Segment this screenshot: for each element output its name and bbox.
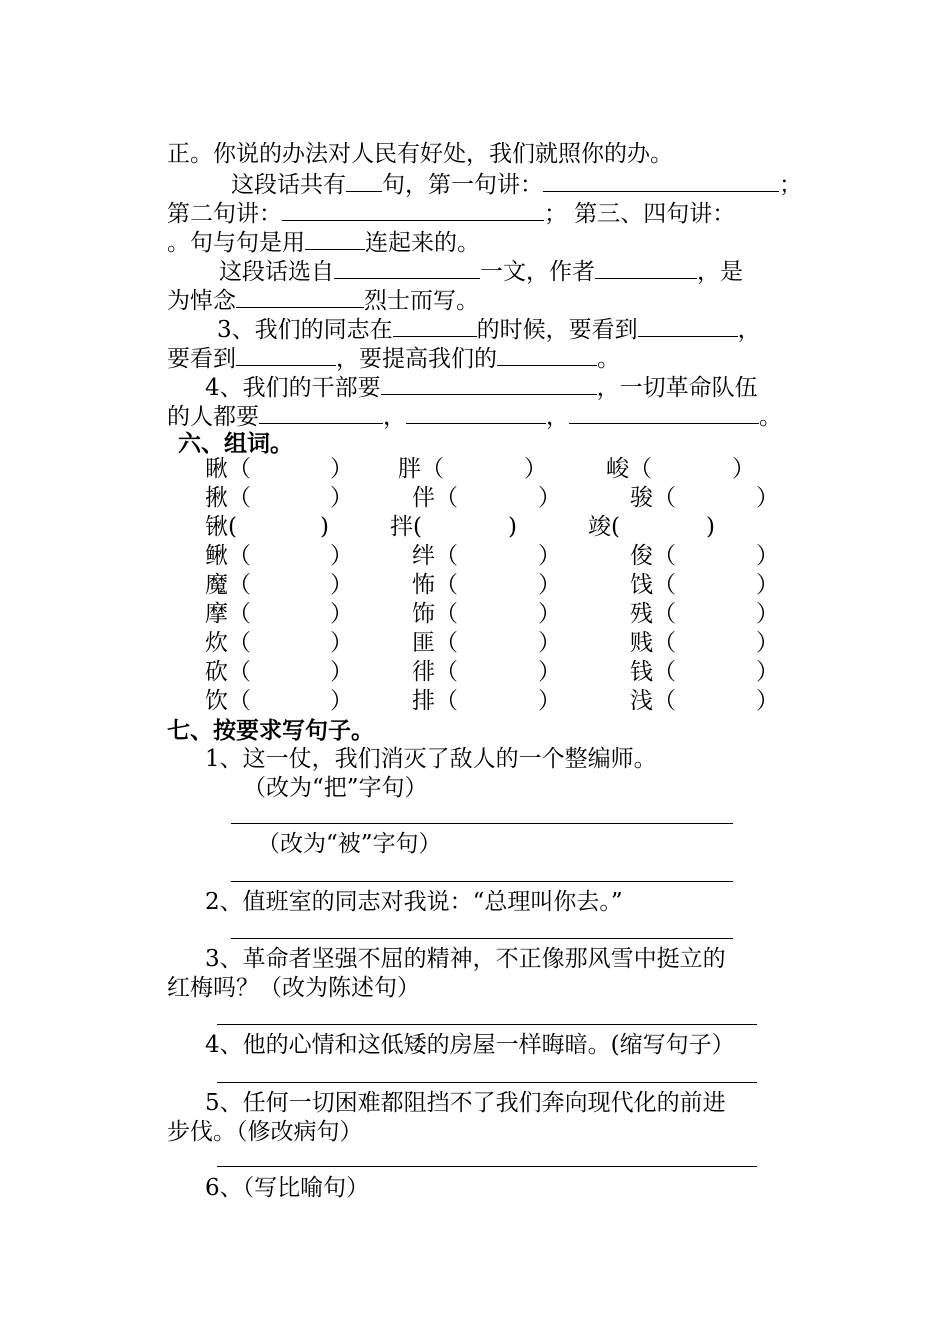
blank-everyone-3[interactable] <box>569 401 759 424</box>
answer-line-3[interactable] <box>217 1024 757 1025</box>
blank-when[interactable] <box>393 314 477 337</box>
word-item-close: ) <box>508 514 517 540</box>
word-input-slot[interactable] <box>249 455 330 484</box>
word-input-slot[interactable] <box>456 542 538 571</box>
blank-source-article[interactable] <box>334 256 480 279</box>
word-item-char: 骏（ <box>630 485 676 511</box>
word-item-char: 揪（ <box>205 485 251 511</box>
word-input-slot[interactable] <box>674 600 756 629</box>
word-input-slot[interactable] <box>674 687 756 716</box>
word-input-slot[interactable] <box>674 658 756 687</box>
sentence-5-line-b: 步伐。（修改病句） <box>167 1119 363 1145</box>
word-item-char: 炊（ <box>205 630 251 656</box>
word-item-char: 浅（ <box>630 688 676 714</box>
sentence-1-instruction-b: （改为“被”字句） <box>257 831 442 857</box>
sentence-6: 6、（写比喻句） <box>205 1175 370 1201</box>
word-input-slot[interactable] <box>456 484 538 513</box>
word-item-close: ） <box>330 688 353 714</box>
word-item-close: ） <box>330 543 353 569</box>
sentence-4: 4、他的心情和这低矮的房屋一样晦暗。(缩写句子） <box>205 1032 735 1058</box>
question-2-line-b: 为悼念 烈士而写。 <box>167 285 479 316</box>
word-item-char: 砍（ <box>205 659 251 685</box>
word-item-close: ） <box>330 601 353 627</box>
word-input-slot[interactable] <box>674 484 756 513</box>
question-2-line-a: 这段话选自 一文，作者 ，是 <box>219 256 743 287</box>
word-item-close: ） <box>756 688 779 714</box>
word-item-char: 伴（ <box>412 485 458 511</box>
word-item-char: 饮（ <box>205 688 251 714</box>
word-item-close: ) <box>706 514 715 540</box>
word-item-close: ） <box>538 485 561 511</box>
blank-cadres[interactable] <box>381 372 597 395</box>
word-input-slot[interactable] <box>674 629 756 658</box>
sentence-2: 2、值班室的同志对我说：“总理叫你去。” <box>205 889 623 915</box>
sentence-5-line-a: 5、任何一切困难都阻挡不了我们奔向现代化的前进 <box>205 1090 726 1116</box>
word-item-close: ） <box>524 456 547 482</box>
word-item-char: 贱（ <box>630 630 676 656</box>
word-item-char: 鳅（ <box>205 543 251 569</box>
sentence-3-line-a: 3、革命者坚强不屈的精神，不正像那风雪中挺立的 <box>205 946 726 972</box>
section-6-title: 六、组词。 <box>178 430 293 457</box>
word-item-close: ） <box>756 659 779 685</box>
question-1-line-b: 第二句讲： ； 第三、四句讲： <box>167 198 735 229</box>
word-item-close: ） <box>538 572 561 598</box>
question-3-line-b: 要看到 ，要提高我们的 。 <box>167 343 620 374</box>
word-item-char: 胖（ <box>398 456 444 482</box>
word-input-slot[interactable] <box>249 571 330 600</box>
word-input-slot[interactable] <box>632 513 706 542</box>
blank-connector[interactable] <box>305 227 365 250</box>
word-input-slot[interactable] <box>456 658 538 687</box>
word-item-close: ） <box>330 456 353 482</box>
word-item-char: 排（ <box>412 688 458 714</box>
word-input-slot[interactable] <box>249 600 330 629</box>
word-item-char: 匪（ <box>412 630 458 656</box>
passage-line: 正。你说的办法对人民有好处，我们就照你的办。 <box>167 141 673 167</box>
word-item-close: ） <box>538 630 561 656</box>
word-input-slot[interactable] <box>674 571 756 600</box>
word-item-close: ） <box>330 572 353 598</box>
word-item-char: 峻（ <box>606 456 652 482</box>
answer-line-2[interactable] <box>231 938 733 939</box>
word-item-char: 残（ <box>630 601 676 627</box>
word-item-char: 饰（ <box>412 601 458 627</box>
word-item-close: ） <box>756 485 779 511</box>
blank-sentence-count[interactable] <box>346 169 382 192</box>
blank-martyr[interactable] <box>236 285 364 308</box>
word-input-slot[interactable] <box>456 629 538 658</box>
answer-line-1b[interactable] <box>231 881 733 882</box>
word-input-slot[interactable] <box>249 542 330 571</box>
blank-see-2[interactable] <box>236 343 336 366</box>
word-item-char: 拌( <box>390 514 422 540</box>
word-item-close: ） <box>756 630 779 656</box>
word-input-slot[interactable] <box>442 455 524 484</box>
question-4-line-b: 的人都要 ， ， 。 <box>167 401 782 432</box>
word-item-close: ） <box>330 630 353 656</box>
answer-line-5[interactable] <box>217 1166 757 1167</box>
word-item-close: ） <box>538 601 561 627</box>
word-input-slot[interactable] <box>456 571 538 600</box>
word-input-slot[interactable] <box>249 658 330 687</box>
blank-author[interactable] <box>595 256 697 279</box>
sentence-3-line-b: 红梅吗？（改为陈述句） <box>167 975 420 1001</box>
blank-everyone-1[interactable] <box>259 401 383 424</box>
word-input-slot[interactable] <box>249 484 330 513</box>
sentence-1: 1、这一仗，我们消灭了敌人的一个整编师。 <box>205 746 657 772</box>
word-input-slot[interactable] <box>249 513 320 542</box>
word-item-close: ） <box>330 659 353 685</box>
blank-see-1[interactable] <box>638 314 738 337</box>
word-item-char: 摩（ <box>205 601 251 627</box>
word-input-slot[interactable] <box>456 600 538 629</box>
word-item-close: ） <box>732 456 755 482</box>
blank-first-sentence[interactable] <box>543 169 779 192</box>
section-7-title: 七、按要求写句子。 <box>167 717 374 744</box>
sentence-1-instruction-a: （改为“把”字句） <box>243 775 428 801</box>
word-input-slot[interactable] <box>249 629 330 658</box>
word-item-close: ) <box>320 514 329 540</box>
word-item-close: ） <box>538 543 561 569</box>
question-3-line-a: 3、我们的同志在 的时候，要看到 ， <box>217 314 761 345</box>
word-item-char: 绊（ <box>412 543 458 569</box>
blank-improve[interactable] <box>497 343 597 366</box>
word-input-slot[interactable] <box>650 455 732 484</box>
word-input-slot[interactable] <box>249 687 330 716</box>
word-item-close: ） <box>756 572 779 598</box>
answer-line-1a[interactable] <box>231 823 733 824</box>
word-input-slot[interactable] <box>456 687 538 716</box>
word-item-close: ） <box>538 688 561 714</box>
word-item-char: 竣( <box>588 514 620 540</box>
word-item-close: ） <box>756 543 779 569</box>
word-item-char: 怖（ <box>412 572 458 598</box>
word-item-close: ） <box>330 485 353 511</box>
question-1-line-a: 这段话共有 句，第一句讲： ； <box>231 169 802 200</box>
question-1-line-c: 。句与句是用 连起来的。 <box>167 227 480 258</box>
word-item-close: ） <box>756 601 779 627</box>
word-item-char: 钱（ <box>630 659 676 685</box>
blank-second-sentence[interactable] <box>282 198 544 221</box>
word-item-char: 瞅（ <box>205 456 251 482</box>
word-item-char: 魔（ <box>205 572 251 598</box>
word-input-slot[interactable] <box>674 542 756 571</box>
word-item-char: 俊（ <box>630 543 676 569</box>
word-item-char: 徘（ <box>412 659 458 685</box>
word-item-close: ） <box>538 659 561 685</box>
question-4-line-a: 4、我们的干部要 ，一切革命队伍 <box>205 372 758 403</box>
word-input-slot[interactable] <box>434 513 508 542</box>
blank-everyone-2[interactable] <box>406 401 546 424</box>
answer-line-4[interactable] <box>217 1082 757 1083</box>
word-item-char: 饯（ <box>630 572 676 598</box>
word-item-char: 锹( <box>205 514 237 540</box>
